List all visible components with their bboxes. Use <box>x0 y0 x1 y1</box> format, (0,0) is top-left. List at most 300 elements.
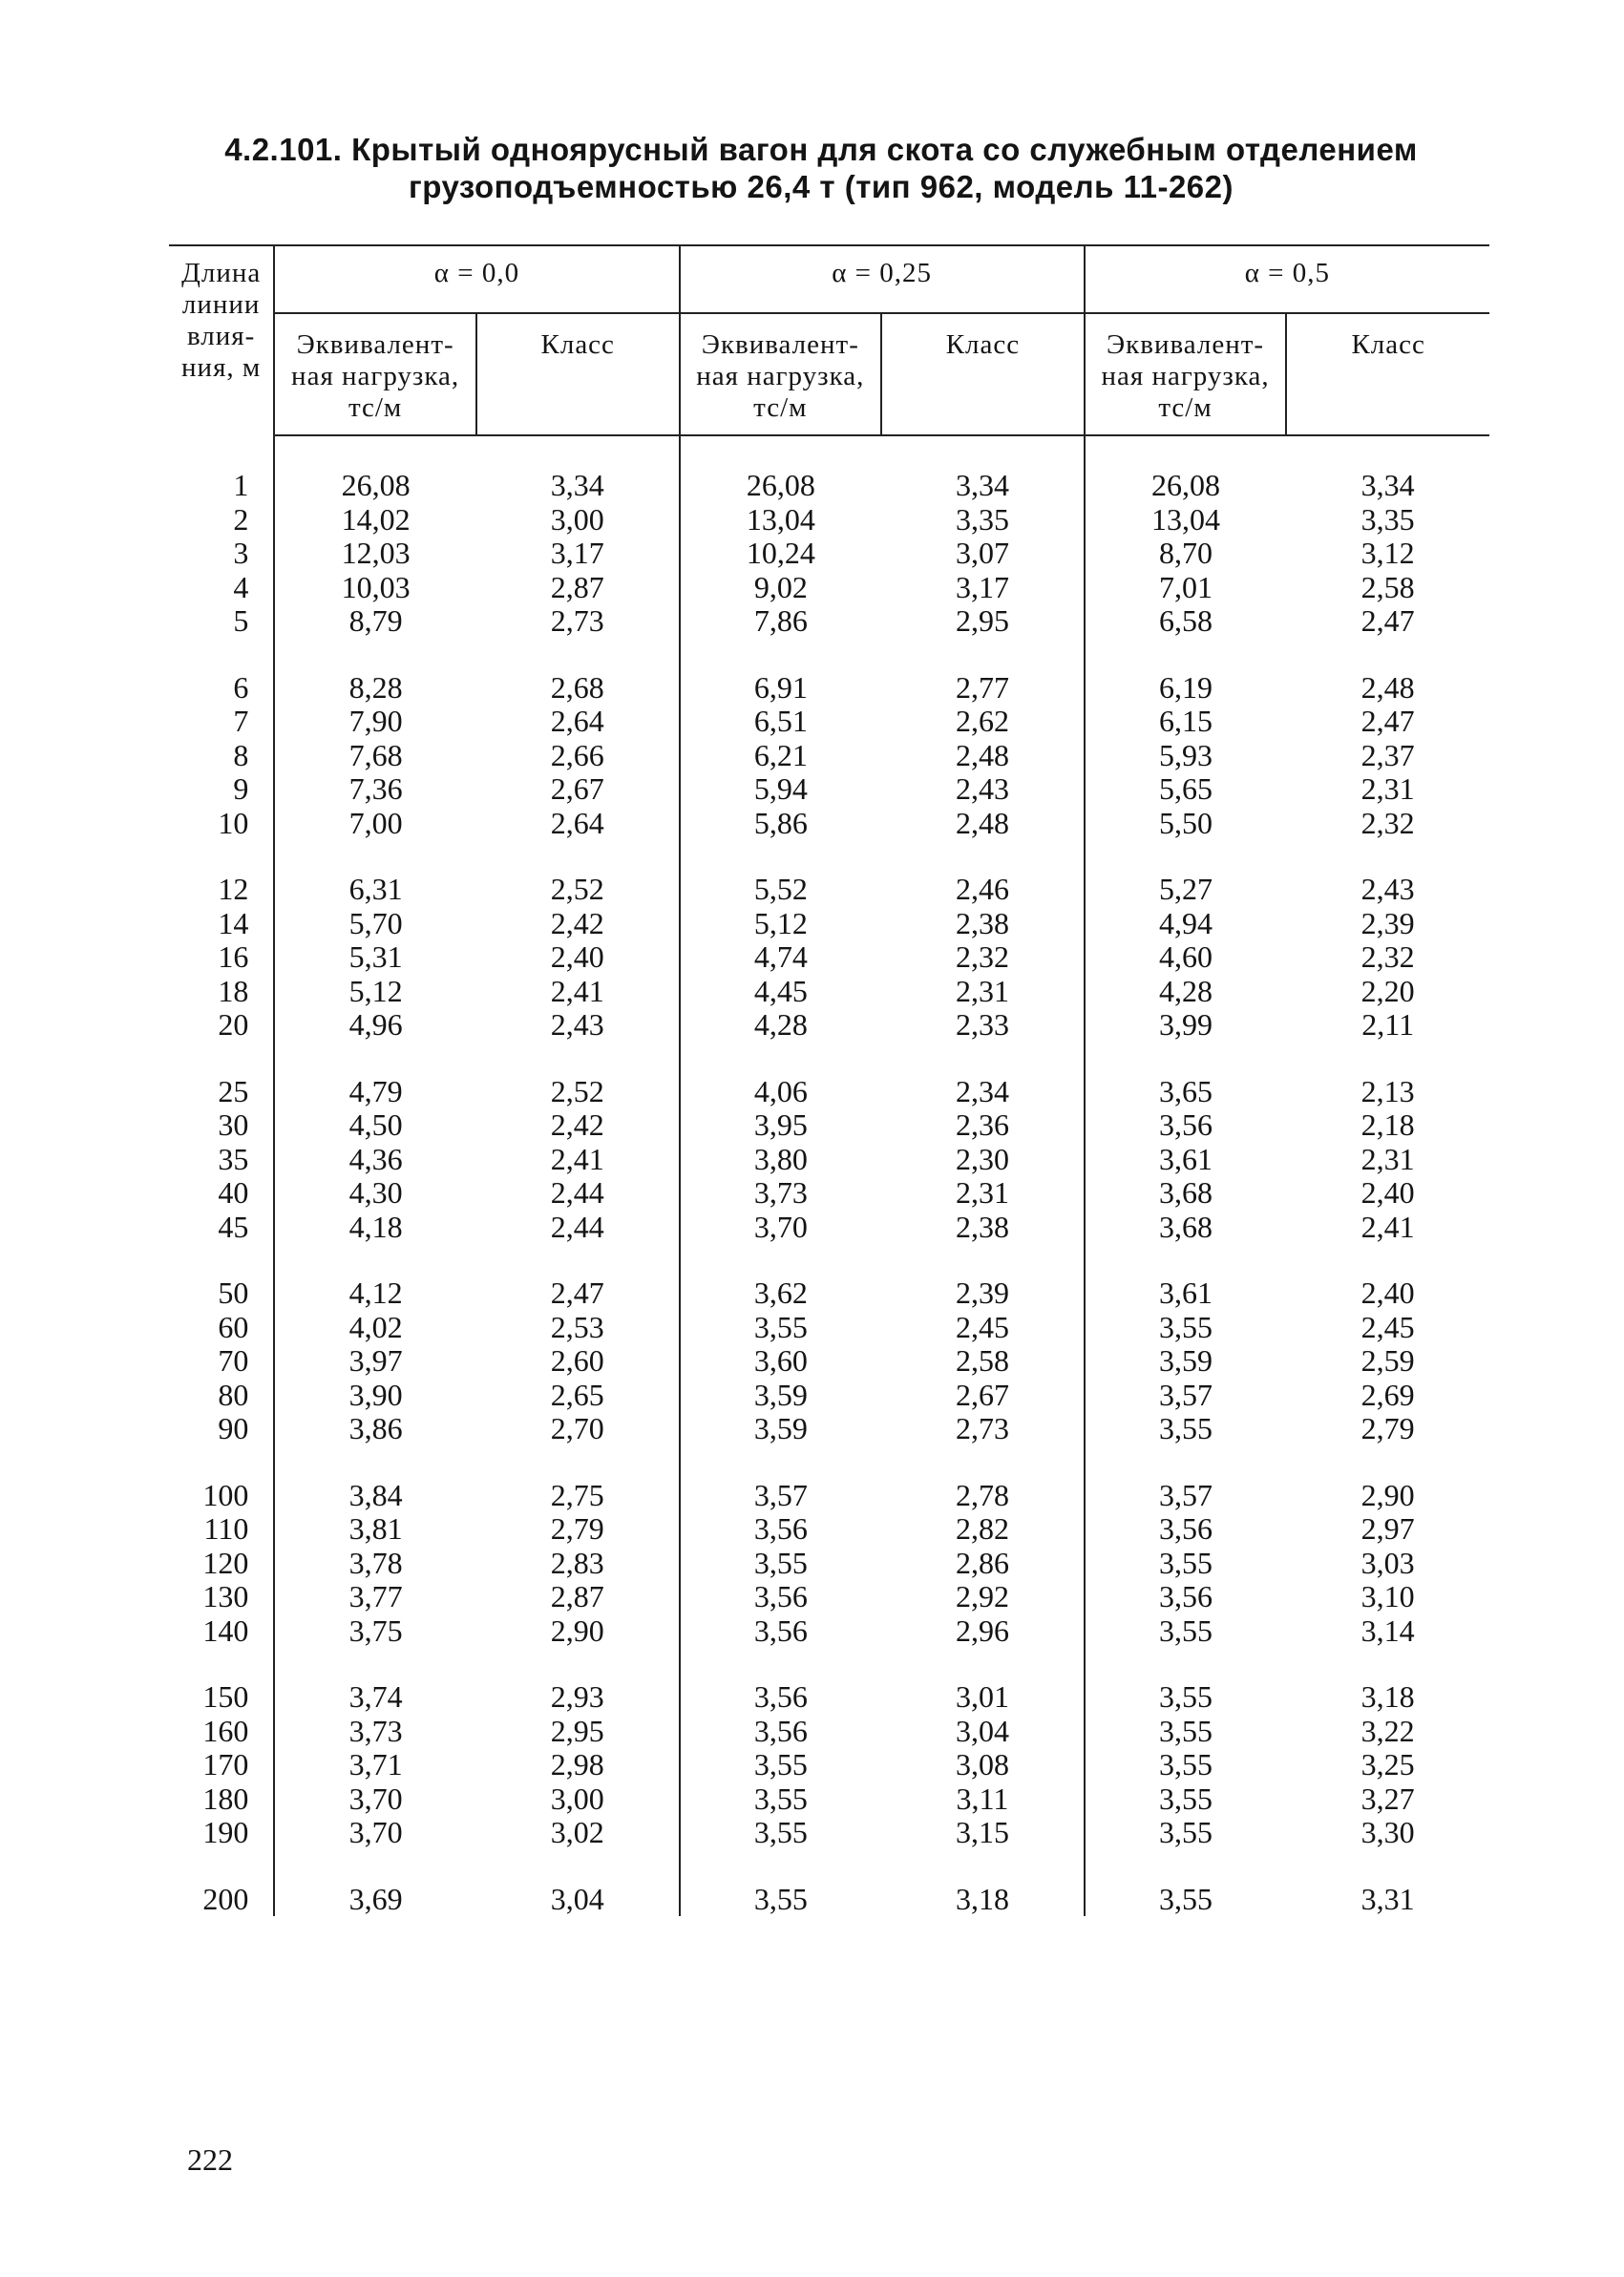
length-cell: 7 <box>169 705 274 739</box>
equivalent-load-cell: 3,68 <box>1159 1209 1213 1244</box>
class-cell: 2,77 <box>881 671 1085 706</box>
equivalent-load-cell: 13,04 <box>746 501 815 537</box>
length-cell: 170 <box>169 1748 274 1782</box>
page-number: 222 <box>187 2142 233 2177</box>
length-cell: 130 <box>169 1580 274 1614</box>
equivalent-load-cell: 3,55 <box>753 1747 808 1782</box>
class-cell: 2,42 <box>476 907 680 941</box>
class-cell: 2,67 <box>881 1379 1085 1413</box>
equivalent-load-cell: 5,86 <box>753 805 808 840</box>
class-cell: 2,44 <box>476 1211 680 1245</box>
class-cell: 3,31 <box>1360 1881 1415 1916</box>
class-cell: 2,86 <box>881 1547 1085 1581</box>
class-cell: 2,41 <box>1360 1209 1415 1244</box>
class-cell: 2,87 <box>476 571 680 605</box>
equivalent-load-cell: 3,55 <box>1159 1713 1213 1748</box>
class-cell: 2,31 <box>1360 1141 1415 1176</box>
table-row <box>169 1512 1489 1547</box>
class-cell: 3,14 <box>1360 1613 1415 1648</box>
class-cell: 2,20 <box>1360 973 1415 1008</box>
equivalent-load-cell: 5,65 <box>1159 771 1213 806</box>
equivalent-load-cell: 3,55 <box>1159 1781 1213 1816</box>
class-cell: 2,34 <box>881 1075 1085 1109</box>
length-cell: 100 <box>169 1479 274 1513</box>
length-cell: 70 <box>169 1344 274 1379</box>
equivalent-load-cell: 3,77 <box>348 1579 403 1613</box>
length-cell: 80 <box>169 1379 274 1413</box>
class-cell: 3,02 <box>476 1816 680 1850</box>
class-cell: 2,97 <box>1360 1511 1415 1546</box>
equivalent-load-cell: 3,57 <box>1159 1377 1213 1412</box>
class-cell: 3,12 <box>1360 536 1415 570</box>
class-cell: 2,37 <box>1360 737 1415 772</box>
influence-line-length-header: Длина линии влия- ния, м <box>169 245 274 435</box>
equivalent-load-cell: 9,02 <box>753 569 808 604</box>
length-cell: 10 <box>169 807 274 841</box>
class-cell: 2,68 <box>476 671 680 706</box>
table-row <box>169 975 1489 1009</box>
equivalent-load-cell: 14,02 <box>341 501 411 537</box>
class-cell: 3,22 <box>1360 1713 1415 1748</box>
class-cell: 2,41 <box>476 1143 680 1177</box>
length-cell: 190 <box>169 1816 274 1850</box>
class-cell: 2,33 <box>881 1008 1085 1043</box>
class-cell: 2,47 <box>1360 603 1415 638</box>
equivalent-load-cell: 3,56 <box>753 1511 808 1546</box>
table-row <box>169 1680 1489 1715</box>
equivalent-load-cell: 3,57 <box>753 1477 808 1512</box>
equivalent-load-header: Эквивалент- ная нагрузка, тс/м <box>1085 313 1287 435</box>
class-cell: 2,30 <box>881 1143 1085 1177</box>
class-cell: 2,38 <box>881 1211 1085 1245</box>
table-row <box>169 873 1489 907</box>
class-cell: 2,62 <box>881 705 1085 739</box>
equivalent-load-cell: 3,60 <box>753 1343 808 1378</box>
class-cell: 3,04 <box>881 1715 1085 1749</box>
equivalent-load-cell: 4,30 <box>348 1175 403 1210</box>
class-cell: 3,35 <box>1360 501 1415 537</box>
class-cell: 2,53 <box>476 1311 680 1345</box>
table-row <box>169 1715 1489 1749</box>
class-cell: 2,32 <box>1360 805 1415 840</box>
equivalent-load-cell: 3,55 <box>1159 1747 1213 1782</box>
class-cell: 2,42 <box>476 1108 680 1143</box>
alpha-group-header: α = 0,25 <box>680 245 1085 313</box>
class-cell: 2,31 <box>881 975 1085 1009</box>
table-row <box>169 503 1489 538</box>
class-cell: 3,17 <box>476 537 680 571</box>
equivalent-load-cell: 3,81 <box>348 1511 403 1546</box>
class-cell: 3,34 <box>881 469 1085 503</box>
class-cell: 2,52 <box>476 873 680 907</box>
equivalent-load-cell: 13,04 <box>1151 501 1221 537</box>
length-cell: 14 <box>169 907 274 941</box>
class-cell: 3,35 <box>881 503 1085 538</box>
equivalent-load-cell: 5,52 <box>753 872 808 906</box>
class-cell: 3,01 <box>881 1680 1085 1715</box>
length-cell: 50 <box>169 1276 274 1311</box>
length-cell: 4 <box>169 571 274 605</box>
class-cell: 3,03 <box>1360 1545 1415 1580</box>
class-cell: 2,45 <box>881 1311 1085 1345</box>
equivalent-load-cell: 8,70 <box>1159 536 1213 570</box>
alpha-group-header: α = 0,0 <box>274 245 679 313</box>
table-title-line-1: 4.2.101. Крытый одноярусный вагон для скота со служебным отделением <box>224 132 1418 167</box>
equivalent-load-cell: 3,97 <box>348 1343 403 1378</box>
class-cell: 2,98 <box>476 1748 680 1782</box>
equivalent-load-cell: 3,56 <box>753 1713 808 1748</box>
table-row <box>169 571 1489 605</box>
class-cell: 3,10 <box>1360 1579 1415 1613</box>
class-header: Класс <box>476 313 680 435</box>
class-cell: 2,92 <box>881 1580 1085 1614</box>
equivalent-load-cell: 3,71 <box>348 1747 403 1782</box>
equivalent-load-cell: 4,02 <box>348 1309 403 1344</box>
table-row <box>169 940 1489 975</box>
equivalent-load-cell: 26,08 <box>746 468 815 502</box>
equivalent-load-cell: 5,12 <box>348 973 403 1008</box>
table-row <box>169 604 1489 639</box>
class-cell: 2,64 <box>476 807 680 841</box>
equivalent-load-cell: 3,55 <box>1159 1815 1213 1849</box>
class-cell: 2,67 <box>476 772 680 807</box>
table-title-line-2: грузоподъемностью 26,4 т (тип 962, модель 11-262) <box>409 169 1234 204</box>
equivalent-load-cell: 10,03 <box>341 569 411 604</box>
length-cell: 35 <box>169 1143 274 1177</box>
equivalent-load-cell: 6,19 <box>1159 669 1213 705</box>
equivalent-load-cell: 3,61 <box>1159 1276 1213 1310</box>
class-cell: 2,52 <box>476 1075 680 1109</box>
equivalent-load-cell: 7,86 <box>753 603 808 638</box>
length-cell: 60 <box>169 1311 274 1345</box>
class-cell: 2,90 <box>476 1614 680 1649</box>
table-row <box>169 1748 1489 1782</box>
table-row <box>169 739 1489 773</box>
equivalent-load-cell: 3,55 <box>1159 1309 1213 1344</box>
equivalent-load-cell: 3,65 <box>1159 1073 1213 1108</box>
equivalent-load-cell: 3,75 <box>348 1613 403 1648</box>
equivalent-load-cell: 3,55 <box>753 1545 808 1580</box>
equivalent-load-cell: 4,74 <box>753 939 808 974</box>
length-cell: 200 <box>169 1883 274 1917</box>
equivalent-load-cell: 6,91 <box>753 669 808 705</box>
length-cell: 5 <box>169 604 274 639</box>
table-row <box>169 1614 1489 1649</box>
class-cell: 2,43 <box>881 772 1085 807</box>
equivalent-load-cell: 8,28 <box>348 669 403 705</box>
length-cell: 1 <box>169 469 274 503</box>
class-cell: 2,39 <box>881 1276 1085 1311</box>
table-row <box>169 1211 1489 1245</box>
length-cell: 20 <box>169 1008 274 1043</box>
equivalent-load-cell: 4,45 <box>753 973 808 1008</box>
class-cell: 2,39 <box>1360 905 1415 940</box>
length-cell: 40 <box>169 1176 274 1211</box>
class-cell: 2,40 <box>1360 1276 1415 1310</box>
equivalent-load-cell: 3,56 <box>753 1679 808 1714</box>
class-cell: 2,48 <box>881 739 1085 773</box>
class-cell: 2,31 <box>1360 771 1415 806</box>
equivalent-load-cell: 3,73 <box>348 1713 403 1748</box>
equivalent-load-cell: 26,08 <box>1151 468 1221 502</box>
equivalent-load-cell: 3,55 <box>753 1781 808 1816</box>
class-cell: 2,79 <box>476 1512 680 1547</box>
equivalent-load-cell: 3,70 <box>348 1781 403 1816</box>
class-cell: 3,27 <box>1360 1781 1415 1816</box>
equivalent-load-cell: 3,69 <box>348 1881 403 1916</box>
class-cell: 2,73 <box>881 1412 1085 1446</box>
equivalent-load-cell: 7,90 <box>348 704 403 738</box>
table-row <box>169 1782 1489 1817</box>
equivalent-load-cell: 5,94 <box>753 771 808 806</box>
table-row <box>169 1008 1489 1043</box>
table-row <box>169 907 1489 941</box>
equivalent-load-cell: 3,95 <box>753 1107 808 1142</box>
class-cell: 2,13 <box>1360 1073 1415 1108</box>
class-cell: 2,48 <box>881 807 1085 841</box>
equivalent-load-cell: 4,18 <box>348 1209 403 1244</box>
equivalent-load-cell: 3,99 <box>1159 1007 1213 1042</box>
equivalent-load-header: Эквивалент- ная нагрузка, тс/м <box>680 313 882 435</box>
class-cell: 2,47 <box>476 1276 680 1311</box>
class-cell: 2,73 <box>476 604 680 639</box>
class-cell: 2,79 <box>1360 1411 1415 1445</box>
class-cell: 3,18 <box>1360 1679 1415 1714</box>
equivalent-load-cell: 4,12 <box>348 1276 403 1310</box>
equivalent-load-cell: 3,80 <box>753 1141 808 1176</box>
class-cell: 2,48 <box>1360 669 1415 705</box>
equivalent-load-cell: 5,12 <box>753 905 808 940</box>
equivalent-load-cell: 6,31 <box>348 872 403 906</box>
equivalent-load-cell: 3,86 <box>348 1411 403 1445</box>
length-cell: 140 <box>169 1614 274 1649</box>
class-cell: 3,00 <box>476 503 680 538</box>
class-cell: 3,25 <box>1360 1747 1415 1782</box>
equivalent-load-cell: 3,70 <box>348 1815 403 1849</box>
class-cell: 2,70 <box>476 1412 680 1446</box>
class-cell: 2,95 <box>881 604 1085 639</box>
length-cell: 18 <box>169 975 274 1009</box>
equivalent-load-cell: 3,56 <box>1159 1107 1213 1142</box>
class-cell: 2,58 <box>1360 569 1415 604</box>
table-row <box>169 1883 1489 1917</box>
equivalent-load-cell: 7,36 <box>348 771 403 806</box>
table-row <box>169 1412 1489 1446</box>
equivalent-load-cell: 12,03 <box>341 536 411 570</box>
equivalent-load-cell: 6,15 <box>1159 704 1213 738</box>
length-cell: 30 <box>169 1108 274 1143</box>
equivalent-load-cell: 3,56 <box>753 1579 808 1613</box>
equivalent-load-cell: 10,24 <box>746 536 815 570</box>
length-cell: 180 <box>169 1782 274 1817</box>
equivalent-load-cell: 4,94 <box>1159 905 1213 940</box>
equivalent-load-cell: 3,59 <box>753 1411 808 1445</box>
class-cell: 2,75 <box>476 1479 680 1513</box>
equivalent-load-cell: 26,08 <box>341 468 411 502</box>
table-row <box>169 1311 1489 1345</box>
equivalent-load-cell: 3,56 <box>1159 1579 1213 1613</box>
equivalent-load-table <box>169 244 1489 1916</box>
equivalent-load-cell: 3,55 <box>753 1881 808 1916</box>
class-cell: 3,00 <box>476 1782 680 1817</box>
table-row <box>169 469 1489 503</box>
equivalent-load-cell: 3,55 <box>1159 1411 1213 1445</box>
equivalent-load-cell: 6,21 <box>753 737 808 772</box>
class-cell: 2,59 <box>1360 1343 1415 1378</box>
class-cell: 2,90 <box>1360 1477 1415 1512</box>
length-cell: 160 <box>169 1715 274 1749</box>
equivalent-load-cell: 8,79 <box>348 603 403 638</box>
class-cell: 2,18 <box>1360 1107 1415 1142</box>
alpha-group-header: α = 0,5 <box>1085 245 1489 313</box>
class-cell: 2,69 <box>1360 1377 1415 1412</box>
class-cell: 2,41 <box>476 975 680 1009</box>
equivalent-load-cell: 3,59 <box>753 1377 808 1412</box>
equivalent-load-cell: 3,56 <box>1159 1511 1213 1546</box>
class-cell: 2,11 <box>1361 1007 1415 1042</box>
class-cell: 2,32 <box>881 940 1085 975</box>
equivalent-load-cell: 6,58 <box>1159 603 1213 638</box>
length-cell: 8 <box>169 739 274 773</box>
table-row <box>169 772 1489 807</box>
class-cell: 3,34 <box>1360 468 1415 502</box>
table-row <box>169 1075 1489 1109</box>
class-cell: 3,34 <box>476 469 680 503</box>
class-header: Класс <box>881 313 1085 435</box>
length-cell: 25 <box>169 1075 274 1109</box>
table-row <box>169 1379 1489 1413</box>
length-cell: 16 <box>169 940 274 975</box>
class-cell: 2,65 <box>476 1379 680 1413</box>
length-cell: 120 <box>169 1547 274 1581</box>
class-cell: 3,11 <box>881 1782 1085 1817</box>
table-row <box>169 807 1489 841</box>
equivalent-load-cell: 3,62 <box>753 1276 808 1310</box>
equivalent-load-cell: 3,55 <box>1159 1613 1213 1648</box>
equivalent-load-cell: 4,96 <box>348 1007 403 1042</box>
equivalent-load-cell: 6,51 <box>753 704 808 738</box>
class-cell: 3,30 <box>1360 1815 1415 1849</box>
class-cell: 2,47 <box>1360 704 1415 738</box>
table-row <box>169 1344 1489 1379</box>
class-cell: 2,58 <box>881 1344 1085 1379</box>
equivalent-load-cell: 4,79 <box>348 1073 403 1108</box>
table-row <box>169 705 1489 739</box>
equivalent-load-cell: 3,73 <box>753 1175 808 1210</box>
class-cell: 2,45 <box>1360 1309 1415 1344</box>
equivalent-load-cell: 3,68 <box>1159 1175 1213 1210</box>
class-cell: 2,43 <box>476 1008 680 1043</box>
class-cell: 2,82 <box>881 1512 1085 1547</box>
equivalent-load-cell: 3,55 <box>753 1815 808 1849</box>
equivalent-load-cell: 7,01 <box>1159 569 1213 604</box>
class-cell: 3,18 <box>881 1883 1085 1917</box>
equivalent-load-cell: 4,28 <box>753 1007 808 1042</box>
length-cell: 3 <box>169 537 274 571</box>
equivalent-load-cell: 3,55 <box>1159 1679 1213 1714</box>
equivalent-load-cell: 3,70 <box>753 1209 808 1244</box>
equivalent-load-cell: 3,55 <box>1159 1881 1213 1916</box>
length-cell: 6 <box>169 671 274 706</box>
class-cell: 3,07 <box>881 537 1085 571</box>
equivalent-load-cell: 4,36 <box>348 1141 403 1176</box>
class-cell: 2,40 <box>476 940 680 975</box>
equivalent-load-cell: 7,00 <box>348 805 403 840</box>
equivalent-load-cell: 4,50 <box>348 1107 403 1142</box>
table-row <box>169 1108 1489 1143</box>
class-cell: 2,66 <box>476 739 680 773</box>
class-cell: 2,38 <box>881 907 1085 941</box>
table-row <box>169 1547 1489 1581</box>
equivalent-load-cell: 3,59 <box>1159 1343 1213 1378</box>
table-row <box>169 1143 1489 1177</box>
equivalent-load-cell: 3,55 <box>753 1309 808 1344</box>
equivalent-load-cell: 5,50 <box>1159 805 1213 840</box>
class-cell: 2,32 <box>1360 939 1415 974</box>
table-row <box>169 1580 1489 1614</box>
equivalent-load-cell: 5,93 <box>1159 737 1213 772</box>
equivalent-load-cell: 4,06 <box>753 1073 808 1108</box>
class-cell: 2,95 <box>476 1715 680 1749</box>
equivalent-load-cell: 4,28 <box>1159 973 1213 1008</box>
length-cell: 9 <box>169 772 274 807</box>
length-cell: 150 <box>169 1680 274 1715</box>
class-cell: 2,31 <box>881 1176 1085 1211</box>
equivalent-load-cell: 5,31 <box>348 939 403 974</box>
class-cell: 2,93 <box>476 1680 680 1715</box>
class-cell: 3,08 <box>881 1748 1085 1782</box>
length-cell: 90 <box>169 1412 274 1446</box>
table-row <box>169 1176 1489 1211</box>
class-cell: 2,78 <box>881 1479 1085 1513</box>
class-cell: 2,87 <box>476 1580 680 1614</box>
class-cell: 2,46 <box>881 873 1085 907</box>
class-cell: 2,96 <box>881 1614 1085 1649</box>
class-cell: 3,17 <box>881 571 1085 605</box>
class-cell: 2,40 <box>1360 1175 1415 1210</box>
class-cell: 2,64 <box>476 705 680 739</box>
class-cell: 2,44 <box>476 1176 680 1211</box>
table-row <box>169 1479 1489 1513</box>
table-row <box>169 537 1489 571</box>
equivalent-load-cell: 7,68 <box>348 737 403 772</box>
equivalent-load-cell: 3,61 <box>1159 1141 1213 1176</box>
equivalent-load-cell: 5,70 <box>348 905 403 940</box>
table-row <box>169 671 1489 706</box>
table-row <box>169 1816 1489 1850</box>
equivalent-load-header: Эквивалент- ная нагрузка, тс/м <box>274 313 476 435</box>
equivalent-load-cell: 3,84 <box>348 1477 403 1512</box>
class-header: Класс <box>1286 313 1489 435</box>
equivalent-load-cell: 4,60 <box>1159 939 1213 974</box>
equivalent-load-cell: 3,74 <box>348 1679 403 1714</box>
length-cell: 2 <box>169 503 274 538</box>
equivalent-load-cell: 3,90 <box>348 1377 403 1412</box>
length-cell: 110 <box>169 1512 274 1547</box>
length-cell: 12 <box>169 873 274 907</box>
equivalent-load-cell: 3,55 <box>1159 1545 1213 1580</box>
length-cell: 45 <box>169 1211 274 1245</box>
equivalent-load-cell: 3,57 <box>1159 1477 1213 1512</box>
table-row <box>169 1276 1489 1311</box>
equivalent-load-cell: 5,27 <box>1159 872 1213 906</box>
equivalent-load-cell: 3,56 <box>753 1613 808 1648</box>
equivalent-load-cell: 3,78 <box>348 1545 403 1580</box>
class-cell: 2,83 <box>476 1547 680 1581</box>
class-cell: 3,15 <box>881 1816 1085 1850</box>
class-cell: 3,04 <box>476 1883 680 1917</box>
class-cell: 2,36 <box>881 1108 1085 1143</box>
